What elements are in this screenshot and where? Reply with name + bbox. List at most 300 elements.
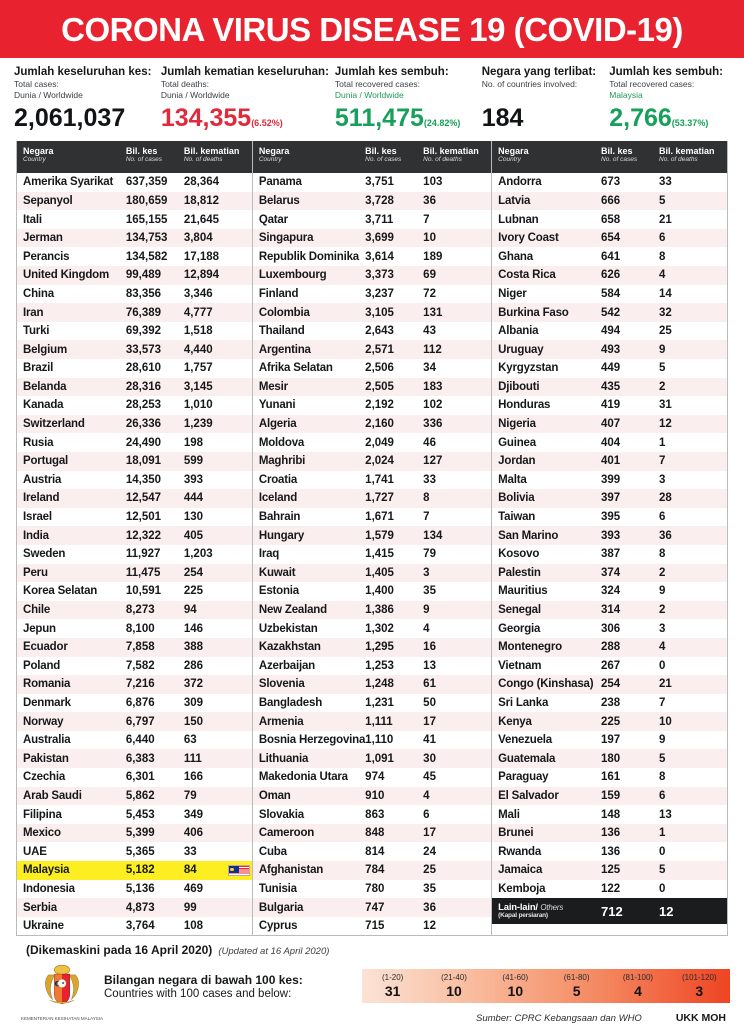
table-row <box>492 266 727 285</box>
cell-cases: 6,440 <box>125 734 155 747</box>
cell-cases: 161 <box>601 771 621 784</box>
table-row <box>253 378 491 397</box>
cell-deaths: 2 <box>659 380 666 393</box>
table-row <box>253 731 491 750</box>
cell-country: Niger <box>498 287 527 300</box>
cell-deaths: 9 <box>659 585 666 598</box>
cell-deaths: 35 <box>423 585 436 598</box>
table-row <box>253 657 491 676</box>
table-row <box>253 694 491 713</box>
cell-country: Uzbekistan <box>258 622 318 635</box>
cell-country: Kenya <box>498 715 532 728</box>
stat-card-4 <box>609 66 730 133</box>
cell-country: Mesir <box>258 380 288 393</box>
table-row <box>253 861 491 880</box>
cell-country: Bolivia <box>498 492 535 505</box>
cell-cases: 5,136 <box>125 882 155 895</box>
cell-cases: 3,751 <box>365 176 394 189</box>
cell-deaths: 5 <box>659 362 666 375</box>
header-country-ms: Negara <box>23 146 54 157</box>
bucket-count: 4 <box>634 982 642 999</box>
bucket-0 <box>362 969 423 1003</box>
stat-title-ms: Jumlah keseluruhan kes: <box>14 66 152 78</box>
cell-cases: 374 <box>601 566 621 579</box>
table-row <box>17 452 252 471</box>
header-deaths-en: No. of deaths <box>423 156 462 164</box>
cell-country: Bosnia Herzegovina <box>258 734 366 747</box>
table-row <box>492 731 727 750</box>
bucket-chart-block <box>362 961 730 1024</box>
cell-deaths: 63 <box>183 734 197 747</box>
table-row <box>492 471 727 490</box>
cell-cases: 2,505 <box>365 380 394 393</box>
table-row <box>492 192 727 211</box>
cell-country: Iraq <box>258 548 280 561</box>
cell-deaths: 3 <box>659 622 666 635</box>
cell-cases: 6,301 <box>125 771 155 784</box>
table-row <box>253 192 491 211</box>
cell-cases: 134,753 <box>125 232 168 245</box>
cell-cases: 4,873 <box>125 901 155 914</box>
cell-cases: 1,110 <box>365 734 394 747</box>
cell-country: Jerman <box>23 232 63 245</box>
country-case-table <box>16 141 728 936</box>
cell-cases: 1,727 <box>365 492 394 505</box>
cell-cases: 180 <box>601 752 621 765</box>
cell-country: Portugal <box>23 455 69 468</box>
cell-cases: 254 <box>601 678 621 691</box>
source-org: UKK MOH <box>675 1012 726 1024</box>
table-row <box>17 415 252 434</box>
cell-country: Lithuania <box>258 752 309 765</box>
table-row <box>17 805 252 824</box>
cell-deaths: 225 <box>183 585 204 598</box>
cell-deaths: 79 <box>423 548 436 561</box>
cell-country: Sri Lanka <box>498 696 549 709</box>
table-header-row <box>253 141 491 173</box>
cell-country: Kosovo <box>498 548 540 561</box>
cell-country: Venezuela <box>498 734 552 747</box>
table-column-1 <box>253 141 492 935</box>
cell-cases: 494 <box>601 325 621 338</box>
cell-deaths: 6 <box>659 232 666 245</box>
cell-deaths: 254 <box>183 566 204 579</box>
table-row <box>492 247 727 266</box>
cell-cases: 7,216 <box>125 678 155 691</box>
table-row <box>17 768 252 787</box>
cell-country: Republik Dominika <box>258 250 359 263</box>
cell-country: Bahrain <box>258 511 301 524</box>
cell-cases: 83,356 <box>125 287 162 300</box>
cell-deaths: 1,203 <box>183 548 213 561</box>
cell-deaths: 5 <box>659 864 666 877</box>
header-cases-en: No. of cases <box>365 156 402 164</box>
summary-stats <box>0 58 744 139</box>
cell-cases: 134,582 <box>125 250 168 263</box>
cell-deaths: 8 <box>659 548 666 561</box>
table-row <box>253 340 491 359</box>
updated-label-ms: (Dikemaskini pada 16 April 2020) <box>26 943 213 958</box>
cell-deaths: 21,645 <box>183 213 220 226</box>
bucket-range: (41-60) <box>502 973 529 983</box>
table-row <box>492 340 727 359</box>
cell-deaths: 45 <box>423 771 436 784</box>
cell-country: Chile <box>23 604 51 617</box>
cell-cases: 99,489 <box>125 269 162 282</box>
cell-country: Montenegro <box>498 641 562 654</box>
cell-deaths: 32 <box>659 306 672 319</box>
stat-card-1 <box>161 66 335 133</box>
table-row <box>253 452 491 471</box>
cell-cases: 6,383 <box>125 752 155 765</box>
cell-cases: 12,322 <box>125 529 162 542</box>
cell-cases: 397 <box>601 492 621 505</box>
cell-cases: 8,273 <box>125 604 155 617</box>
cell-country: Hungary <box>258 529 305 542</box>
bucket-range: (1-20) <box>381 973 404 983</box>
cell-cases: 3,711 <box>365 213 394 226</box>
table-row <box>492 359 727 378</box>
cell-cases: 8,100 <box>125 622 155 635</box>
table-row <box>17 285 252 304</box>
cell-country: Qatar <box>258 213 288 226</box>
cell-cases: 28,610 <box>125 362 162 375</box>
cell-deaths: 36 <box>423 194 436 207</box>
cell-deaths: 7 <box>659 455 666 468</box>
cell-deaths: 16 <box>423 641 436 654</box>
cell-country: India <box>23 529 49 542</box>
cell-deaths: 69 <box>423 269 436 282</box>
cell-cases: 2,160 <box>365 418 394 431</box>
case-range-buckets <box>362 969 730 1003</box>
table-row <box>253 564 491 583</box>
cell-cases: 306 <box>601 622 621 635</box>
table-row <box>253 285 491 304</box>
stat-scope: Dunia / Worldwide <box>14 90 83 101</box>
table-row <box>17 842 252 861</box>
header-cases-ms: Bil. kes <box>125 146 158 157</box>
stat-scope <box>482 90 604 101</box>
cell-cases: 324 <box>601 585 621 598</box>
cell-deaths: 189 <box>423 250 443 263</box>
cell-country: Peru <box>23 566 48 579</box>
cell-country: Jepun <box>23 622 56 635</box>
cell-country: Rusia <box>23 436 54 449</box>
cell-country: Argentina <box>258 343 311 356</box>
stat-number: 134,355 <box>160 104 252 133</box>
header-country <box>259 146 365 163</box>
cell-country: Sepanyol <box>23 194 73 207</box>
cell-cases: 24,490 <box>125 436 162 449</box>
cell-country: Iran <box>23 306 44 319</box>
cell-deaths-others: 12 <box>659 903 674 919</box>
cell-deaths: 0 <box>659 882 666 895</box>
table-row <box>253 210 491 229</box>
stat-percentage: (53.37%) <box>671 118 709 129</box>
cell-country: Kanada <box>23 399 64 412</box>
bucket-4 <box>607 969 668 1003</box>
table-row <box>17 247 252 266</box>
table-row <box>492 508 727 527</box>
table-row <box>253 898 491 917</box>
cell-cases: 2,571 <box>365 343 394 356</box>
cell-cases: 12,547 <box>125 492 162 505</box>
table-row <box>17 526 252 545</box>
cell-deaths: 3 <box>659 473 666 486</box>
header-deaths-ms: Bil. kematian <box>423 146 479 157</box>
table-row <box>17 917 252 936</box>
table-row <box>492 322 727 341</box>
cell-deaths: 61 <box>423 678 436 691</box>
cell-country: Belarus <box>258 194 300 207</box>
cell-cases: 136 <box>601 845 621 858</box>
cell-country: Austria <box>23 473 62 486</box>
cell-cases: 197 <box>601 734 621 747</box>
cell-cases: 1,295 <box>365 641 394 654</box>
table-row <box>17 471 252 490</box>
stat-title-ms: Negara yang terlibat: <box>481 66 597 78</box>
table-row <box>253 229 491 248</box>
table-row <box>492 842 727 861</box>
cell-country: Albania <box>498 325 539 338</box>
stat-scope: Dunia / Worldwide <box>334 90 404 101</box>
cell-country: Armenia <box>258 715 304 728</box>
cell-cases: 288 <box>601 641 621 654</box>
cell-deaths: 166 <box>183 771 204 784</box>
cell-country: China <box>23 287 54 300</box>
table-row <box>253 545 491 564</box>
stat-number: 184 <box>481 104 524 133</box>
header-deaths <box>184 146 246 163</box>
cell-deaths: 9 <box>659 343 666 356</box>
cell-deaths: 10 <box>659 715 672 728</box>
table-row <box>17 508 252 527</box>
cell-cases: 5,862 <box>125 789 155 802</box>
cell-cases: 435 <box>601 380 621 393</box>
cell-cases: 5,182 <box>125 864 155 877</box>
cell-deaths: 1 <box>659 436 666 449</box>
cell-deaths: 36 <box>659 529 672 542</box>
table-row <box>17 266 252 285</box>
cell-country: Itali <box>23 213 42 226</box>
cell-cases: 3,764 <box>125 920 155 933</box>
cell-deaths: 131 <box>423 306 443 319</box>
cell-cases: 159 <box>601 789 621 802</box>
cell-cases: 387 <box>601 548 621 561</box>
cell-deaths: 7 <box>423 511 430 524</box>
header-cases-en: No. of cases <box>601 156 638 164</box>
stat-title-en: Total deaths: <box>160 79 210 90</box>
table-row <box>492 787 727 806</box>
cell-cases: 747 <box>365 901 385 914</box>
table-row <box>492 861 727 880</box>
cell-deaths: 406 <box>183 827 204 840</box>
table-row <box>17 880 252 899</box>
cell-country: Romania <box>23 678 71 691</box>
cell-deaths: 31 <box>659 399 672 412</box>
stat-percentage: (6.52%) <box>251 118 283 129</box>
cell-deaths: 10 <box>423 232 436 245</box>
header-deaths-ms: Bil. kematian <box>183 146 240 157</box>
cell-country: UAE <box>23 845 47 858</box>
bucket-count: 3 <box>695 982 704 999</box>
cell-country: San Marino <box>498 529 559 542</box>
cell-cases: 238 <box>601 696 621 709</box>
cell-cases: 637,359 <box>125 176 168 189</box>
stat-scope: Dunia / Worldwide <box>160 90 230 101</box>
cell-cases: 125 <box>601 864 621 877</box>
cell-cases: 1,405 <box>365 566 394 579</box>
cell-deaths: 372 <box>183 678 204 691</box>
table-row <box>253 489 491 508</box>
cell-cases: 1,415 <box>365 548 394 561</box>
header-deaths <box>423 146 485 163</box>
table-row <box>253 322 491 341</box>
table-row <box>492 303 727 322</box>
table-row <box>17 545 252 564</box>
cell-country: Cameroon <box>258 827 315 840</box>
malaysia-flag-icon <box>228 865 250 876</box>
cell-country: Bangladesh <box>258 696 323 709</box>
bucket-range: (81-100) <box>622 973 654 983</box>
table-row <box>492 452 727 471</box>
cell-country: Jamaica <box>498 864 543 877</box>
table-row <box>17 210 252 229</box>
table-row <box>17 229 252 248</box>
cell-cases: 3,728 <box>365 194 394 207</box>
table-row <box>492 749 727 768</box>
header-cases <box>601 146 659 163</box>
cell-country: Ireland <box>23 492 60 505</box>
table-row <box>492 712 727 731</box>
cell-deaths: 6 <box>423 808 430 821</box>
cell-cases: 626 <box>601 269 621 282</box>
table-row <box>253 675 491 694</box>
table-row <box>17 712 252 731</box>
cell-country: Luxembourg <box>258 269 327 282</box>
cell-country: Denmark <box>23 696 71 709</box>
cell-deaths: 1,757 <box>183 362 213 375</box>
cell-cases: 76,389 <box>125 306 162 319</box>
table-row <box>253 619 491 638</box>
header-country-en: Country <box>23 156 46 164</box>
table-row <box>253 805 491 824</box>
cell-country: Uruguay <box>498 343 544 356</box>
cell-deaths: 99 <box>183 901 197 914</box>
table-row <box>253 247 491 266</box>
cell-deaths: 3,346 <box>183 287 213 300</box>
table-row <box>253 768 491 787</box>
cell-deaths: 3,145 <box>183 380 213 393</box>
cell-deaths: 112 <box>423 343 442 356</box>
cell-country: Georgia <box>498 622 541 635</box>
table-row <box>17 433 252 452</box>
cell-country: Serbia <box>23 901 57 914</box>
cell-deaths: 336 <box>423 418 443 431</box>
cell-country: Ecuador <box>23 641 68 654</box>
table-row <box>492 210 727 229</box>
cell-deaths: 9 <box>659 734 666 747</box>
cell-deaths: 4,440 <box>183 343 213 356</box>
stat-value <box>161 104 329 133</box>
cell-deaths: 599 <box>183 455 204 468</box>
cell-cases: 267 <box>601 659 621 672</box>
cell-deaths: 35 <box>423 882 436 895</box>
page-title: CORONA VIRUS DISEASE 19 (COVID-19) <box>61 10 683 48</box>
cell-cases: 148 <box>601 808 621 821</box>
cell-deaths: 14 <box>659 287 672 300</box>
table-row <box>17 489 252 508</box>
stat-value <box>609 104 724 133</box>
cell-deaths: 33 <box>183 845 197 858</box>
table-row <box>17 861 252 880</box>
table-row <box>17 322 252 341</box>
table-row <box>492 694 727 713</box>
cell-country: Andorra <box>498 176 542 189</box>
table-row <box>17 749 252 768</box>
table-row <box>253 749 491 768</box>
cell-cases: 449 <box>601 362 621 375</box>
cell-cases: 641 <box>601 250 621 263</box>
table-row <box>492 880 727 899</box>
cell-cases: 1,302 <box>365 622 394 635</box>
table-row <box>17 359 252 378</box>
bucket-count: 10 <box>507 982 524 999</box>
header-deaths <box>659 146 721 163</box>
cell-country: New Zealand <box>258 604 327 617</box>
cell-cases: 10,591 <box>125 585 162 598</box>
cell-country: Malta <box>498 473 527 486</box>
cell-cases: 419 <box>601 399 621 412</box>
countries-below-100-label <box>104 961 362 1000</box>
cell-country: Filipina <box>23 808 62 821</box>
cell-deaths: 3 <box>423 566 430 579</box>
bucket-5 <box>669 969 730 1003</box>
cell-cases: 974 <box>365 771 385 784</box>
cell-country: Perancis <box>23 250 70 263</box>
cell-country: Nigeria <box>498 418 536 431</box>
cell-deaths: 2 <box>659 566 666 579</box>
cell-deaths: 94 <box>183 604 197 617</box>
footer <box>0 961 744 1024</box>
cell-deaths: 6 <box>659 789 666 802</box>
cell-country: Taiwan <box>498 511 536 524</box>
stat-value <box>335 104 476 133</box>
header-deaths-en: No. of deaths <box>183 156 223 164</box>
bucket-1 <box>423 969 484 1003</box>
cell-cases: 404 <box>601 436 621 449</box>
table-row <box>17 657 252 676</box>
cell-cases: 1,579 <box>365 529 394 542</box>
cell-deaths: 30 <box>423 752 436 765</box>
table-row <box>253 601 491 620</box>
cell-cases: 407 <box>601 418 621 431</box>
table-row <box>253 266 491 285</box>
cell-cases: 814 <box>365 845 385 858</box>
cell-cases: 1,253 <box>365 659 394 672</box>
table-row <box>253 526 491 545</box>
table-row <box>492 824 727 843</box>
cell-deaths: 17 <box>423 827 436 840</box>
cell-country: Kuwait <box>258 566 296 579</box>
table-row <box>253 415 491 434</box>
cell-cases: 122 <box>601 882 621 895</box>
cell-cases: 784 <box>365 864 385 877</box>
table-row <box>17 173 252 192</box>
table-row <box>492 638 727 657</box>
cell-country-others <box>498 903 601 920</box>
table-row <box>17 675 252 694</box>
